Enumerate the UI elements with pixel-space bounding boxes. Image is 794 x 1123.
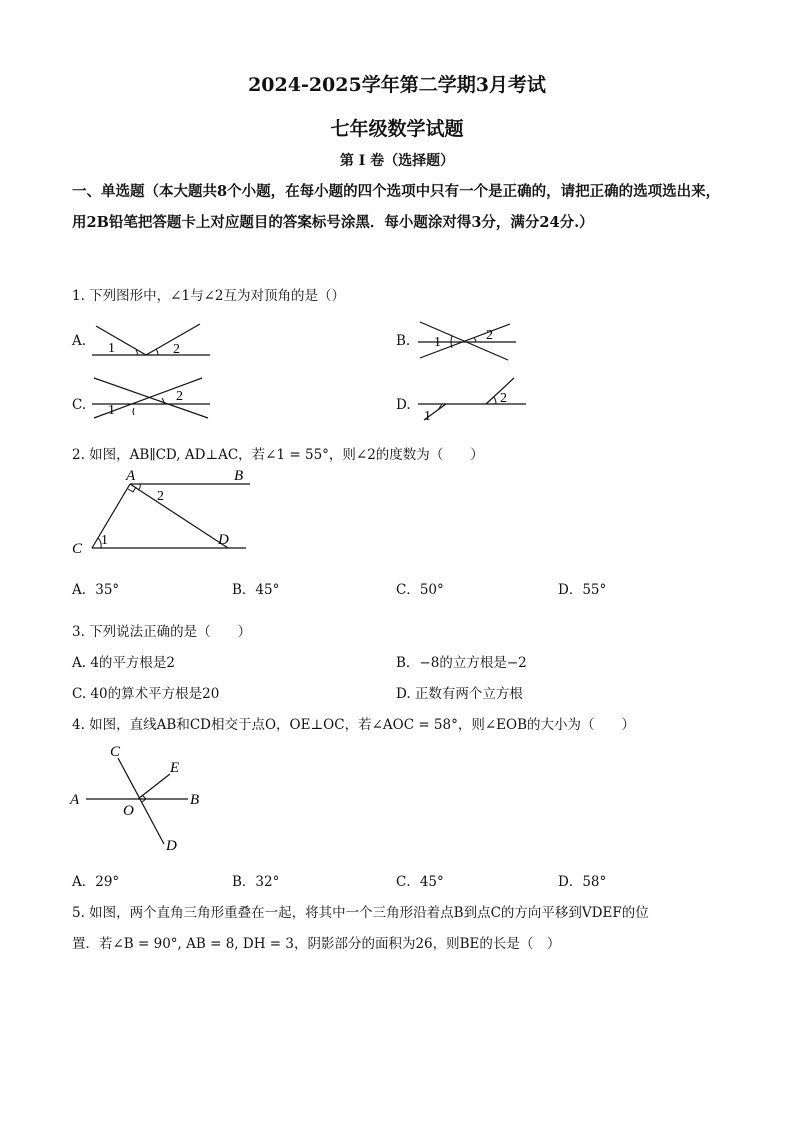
q4-option-a[interactable]: A．29° xyxy=(72,874,120,890)
q2-point-a-label: A xyxy=(126,468,136,484)
q2-point-d-label: D xyxy=(218,532,229,548)
q2-angle-2-label: 2 xyxy=(157,489,164,504)
q1-option-a-label[interactable]: A. xyxy=(72,333,87,349)
question-5-stem-line1: 5. 如图，两个直角三角形重叠在一起，将其中一个三角形沿着点B到点C的方向平移到VDEF的位 xyxy=(72,905,649,921)
q1-figure-b xyxy=(412,312,522,362)
q2-point-b-label: B xyxy=(234,468,244,484)
q2-option-a[interactable]: A．35° xyxy=(72,582,120,598)
q1b-angle-1-label: 1 xyxy=(434,335,441,350)
question-1-stem: 1. 下列图形中，∠1与∠2互为对顶角的是（） xyxy=(72,288,345,304)
q4-point-o-label: O xyxy=(123,803,134,819)
q2-option-b[interactable]: B．45° xyxy=(232,582,280,598)
q1-option-c-label[interactable]: C. xyxy=(72,397,87,413)
question-5-stem-line2: 置．若∠B = 90°, AB = 8, DH = 3，阴影部分的面积为26，则BE的长是（ ） xyxy=(72,936,561,952)
volume-heading: 第 I 卷（选择题） xyxy=(339,153,455,169)
q1-figure-c xyxy=(86,372,216,422)
q4-option-d[interactable]: D．58° xyxy=(558,874,607,890)
q3-option-c[interactable]: C. 40的算术平方根是20 xyxy=(72,686,220,702)
q1c-angle-1-label: 1 xyxy=(108,403,115,418)
q1-figure-a xyxy=(86,318,216,362)
q2-option-c[interactable]: C．50° xyxy=(396,582,444,598)
q1c-angle-2-label: 2 xyxy=(176,389,183,404)
exam-subtitle: 七年级数学试题 xyxy=(330,118,464,140)
q4-point-e-label: E xyxy=(170,760,180,776)
q1d-angle-2-label: 2 xyxy=(500,391,507,406)
q4-point-a-label: A xyxy=(70,792,80,808)
q2-figure xyxy=(70,462,260,562)
question-3-stem: 3. 下列说法正确的是（ ） xyxy=(72,624,252,640)
q3-option-b[interactable]: B．−8的立方根是−2 xyxy=(396,655,527,671)
q1-figure-d xyxy=(412,372,532,422)
q1d-angle-1-label: 1 xyxy=(424,409,431,422)
question-4-stem: 4. 如图，直线AB和CD相交于点O，OE⊥OC，若∠AOC = 58°，则∠EOB的大小为（ ） xyxy=(72,717,636,733)
q4-point-d-label: D xyxy=(166,838,177,854)
q1a-angle-2-label: 2 xyxy=(173,342,180,357)
q2-point-c-label: C xyxy=(72,541,83,557)
q1a-angle-1-label: 1 xyxy=(108,341,115,356)
exam-title: 2024-2025学年第二学期3月考试 xyxy=(248,74,546,96)
q3-option-d[interactable]: D. 正数有两个立方根 xyxy=(396,686,523,702)
q2-angle-1-label: 1 xyxy=(101,533,108,548)
q1-option-b-label[interactable]: B. xyxy=(396,333,411,349)
question-2-stem: 2. 如图，AB∥CD, AD⊥AC，若∠1 = 55°，则∠2的度数为（ ） xyxy=(72,447,484,463)
q1-option-d-label[interactable]: D. xyxy=(396,397,411,413)
q4-point-b-label: B xyxy=(190,792,200,808)
section-intro: 一、单选题（本大题共8个小题，在每小题的四个选项中只有一个是正确的，请把正确的选项选出来，用2B铅笔把答题卡上对应题目的答案标号涂黑．每小题涂对得3分，满分24分.） xyxy=(72,183,721,231)
q4-option-b[interactable]: B．32° xyxy=(232,874,280,890)
q4-figure xyxy=(66,740,216,856)
q3-option-a[interactable]: A. 4的平方根是2 xyxy=(72,655,176,671)
q1b-angle-2-label: 2 xyxy=(486,328,493,343)
q4-option-c[interactable]: C．45° xyxy=(396,874,444,890)
q2-option-d[interactable]: D．55° xyxy=(558,582,607,598)
q4-point-c-label: C xyxy=(110,744,121,760)
